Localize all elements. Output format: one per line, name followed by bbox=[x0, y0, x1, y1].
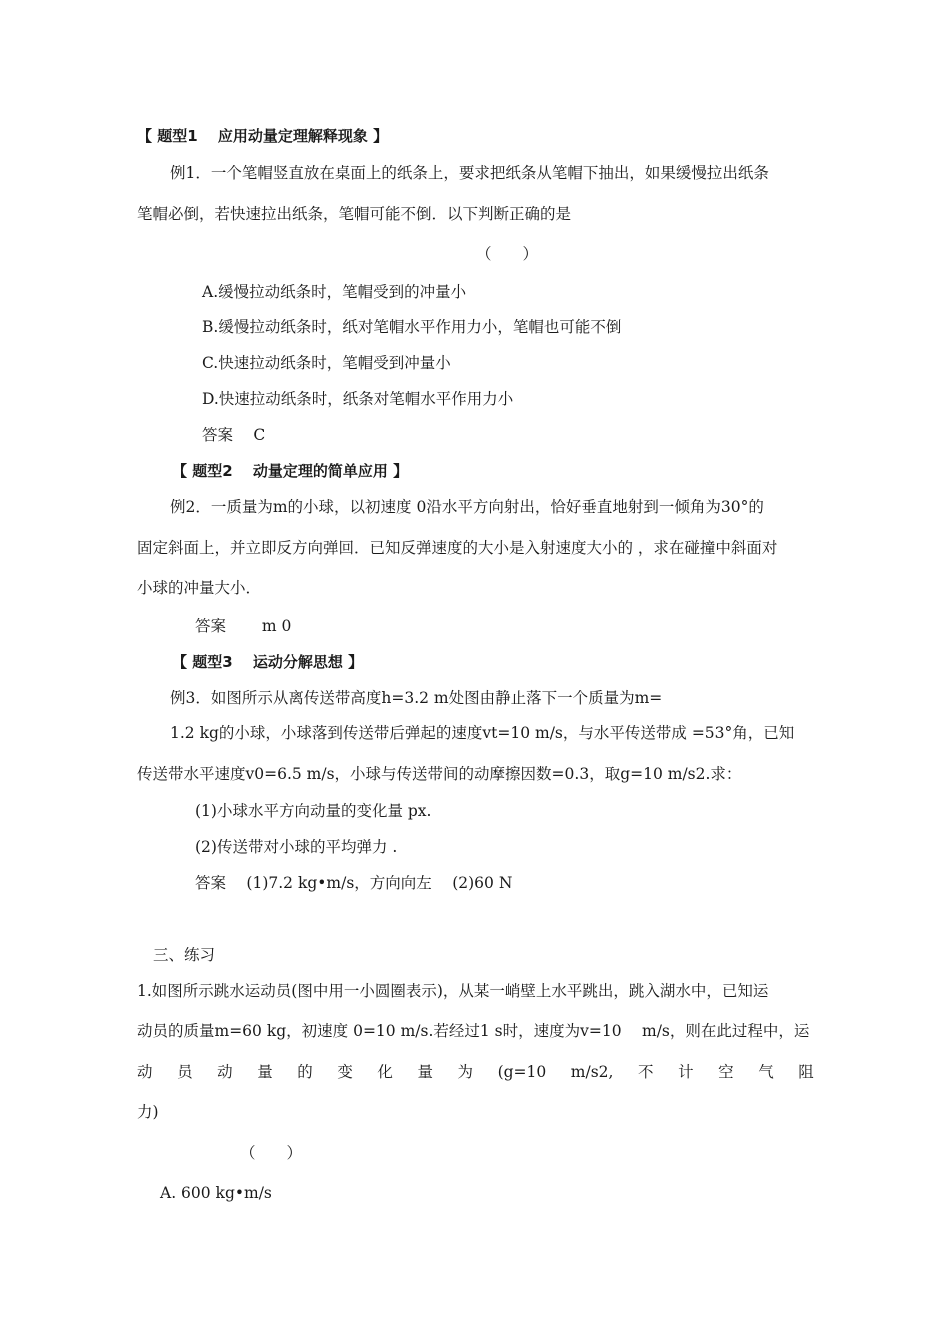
example3-line2: 1.2 kg的小球，小球落到传送带后弹起的速度vt=10 m/s，与水平传送带成 =53°角，已知 bbox=[170, 724, 795, 742]
practice-heading: 三、练习 bbox=[153, 946, 216, 964]
word: 动 bbox=[217, 1063, 233, 1081]
practice1-line1: 1.如图所示跳水运动员(图中用一小圆圈表示)，从某一峭壁上水平跳出，跳入湖水中，已知运 bbox=[137, 982, 769, 1000]
word: 量 bbox=[417, 1063, 433, 1081]
example1-option-b: B.缓慢拉动纸条时，纸对笔帽水平作用力小，笔帽也可能不倒 bbox=[202, 318, 622, 336]
example2-line1: 例2．一质量为m的小球，以初速度 0沿水平方向射出，恰好垂直地射到一倾角为30°的 bbox=[170, 498, 764, 516]
word: 化 bbox=[377, 1063, 393, 1081]
word: 员 bbox=[177, 1063, 193, 1081]
example3-line1: 例3．如图所示从离传送带高度h=3.2 m处图由静止落下一个质量为m= bbox=[170, 689, 663, 707]
word: (g=10 bbox=[497, 1063, 547, 1081]
example3-question2: (2)传送带对小球的平均弹力 . bbox=[195, 838, 398, 856]
word: 计 bbox=[678, 1063, 694, 1081]
type1-heading: 【 题型1 应用动量定理解释现象 】 bbox=[137, 127, 389, 145]
example1-answer: 答案 C bbox=[202, 426, 266, 444]
example1-option-a: A.缓慢拉动纸条时，笔帽受到的冲量小 bbox=[202, 283, 467, 301]
example1-line2: 笔帽必倒，若快速拉出纸条，笔帽可能不倒．以下判断正确的是 bbox=[137, 205, 572, 223]
word: 动 bbox=[137, 1063, 153, 1081]
practice1-line2: 动员的质量m=60 kg，初速度 0=10 m/s.若经过1 s时，速度为v=10 m/s，则在此过程中，运 bbox=[137, 1022, 810, 1040]
word: 为 bbox=[457, 1063, 474, 1081]
practice1-answer-paren: （ ） bbox=[240, 1144, 303, 1162]
practice1-line4: 力) bbox=[137, 1103, 159, 1121]
word: 气 bbox=[758, 1063, 774, 1081]
word: 量 bbox=[257, 1063, 273, 1081]
example1-answer-paren: （ ） bbox=[476, 245, 539, 263]
word: 不 bbox=[638, 1063, 654, 1081]
example2-answer: 答案 m 0 bbox=[195, 617, 292, 635]
example1-option-c: C.快速拉动纸条时，笔帽受到冲量小 bbox=[202, 354, 451, 372]
example2-line3: 小球的冲量大小． bbox=[137, 579, 262, 597]
type3-heading: 【 题型3 运动分解思想 】 bbox=[172, 653, 364, 671]
word: 的 bbox=[297, 1063, 313, 1081]
example3-question1: (1)小球水平方向动量的变化量 px. bbox=[195, 802, 432, 820]
type2-heading: 【 题型2 动量定理的简单应用 】 bbox=[172, 462, 409, 480]
word: 空 bbox=[718, 1063, 734, 1081]
word: m/s2, bbox=[570, 1063, 614, 1081]
practice1-line3 bbox=[137, 1062, 814, 1082]
example3-line3: 传送带水平速度v0=6.5 m/s，小球与传送带间的动摩擦因数=0.3，取g=10 m/s2.求： bbox=[137, 765, 742, 783]
example1-option-d: D.快速拉动纸条时，纸条对笔帽水平作用力小 bbox=[202, 390, 514, 408]
practice1-option-a: A. 600 kg•m/s bbox=[160, 1184, 272, 1202]
example1-line1: 例1．一个笔帽竖直放在桌面上的纸条上，要求把纸条从笔帽下抽出，如果缓慢拉出纸条 bbox=[170, 164, 769, 182]
example3-answer: 答案 (1)7.2 kg•m/s，方向向左 (2)60 N bbox=[195, 874, 513, 892]
example2-line2: 固定斜面上，并立即反方向弹回．已知反弹速度的大小是入射速度大小的 ，求在碰撞中斜面对 bbox=[137, 539, 778, 557]
word: 变 bbox=[337, 1063, 353, 1081]
word: 阻 bbox=[798, 1063, 814, 1081]
